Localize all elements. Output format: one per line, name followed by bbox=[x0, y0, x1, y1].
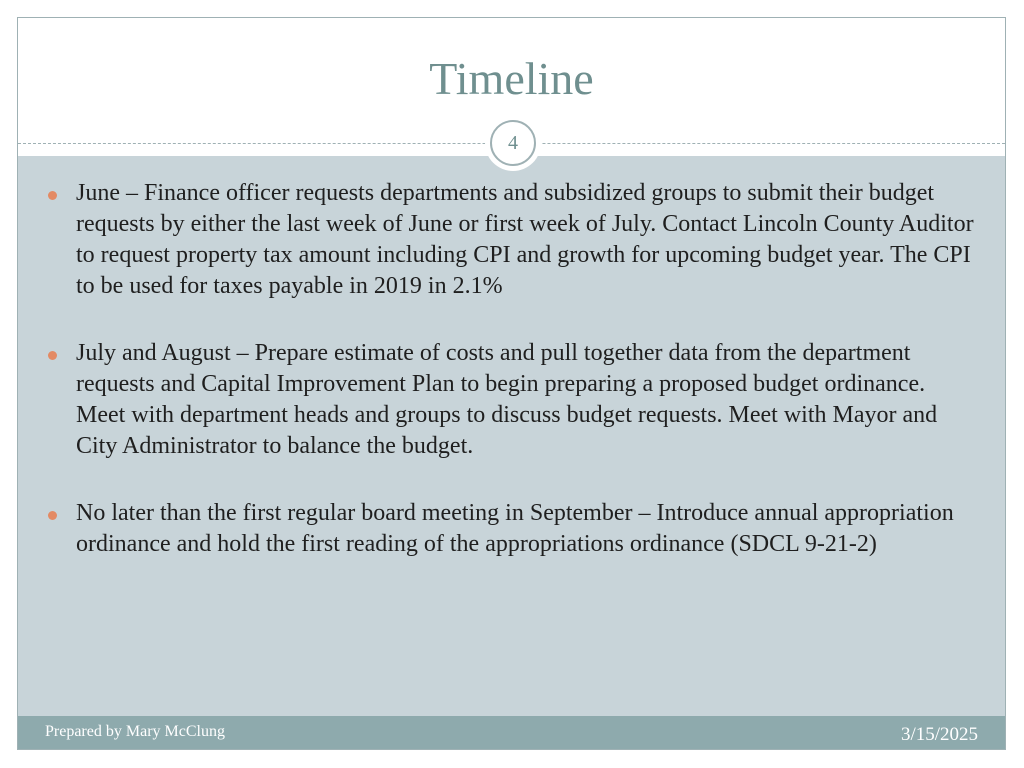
bullet-item-september bbox=[44, 498, 979, 560]
bullet-item-july-august bbox=[44, 338, 979, 462]
bullet-text: No later than the first regular board meeting in September – Introduce annual appropriation ordinance and hold the first reading of the appropriations ordinance (SDCL 9-21-2) bbox=[76, 500, 954, 557]
slide-footer bbox=[18, 716, 1005, 750]
page-number: 4 bbox=[490, 120, 536, 166]
bullet-marker-icon bbox=[48, 511, 57, 520]
bullet-list bbox=[44, 178, 979, 560]
slide-title: Timeline bbox=[429, 53, 594, 104]
bullet-text: June – Finance officer requests departments and subsidized groups to submit their budget requests by either the last week of June or first week of July. Contact Lincoln County Auditor to request property tax amount including CPI and growth for upcoming budget year. The CPI to be used for taxes payable in 2019 in 2.1% bbox=[76, 180, 974, 299]
bullet-item-june bbox=[44, 178, 979, 302]
footer-prepared-by: Prepared by Mary McClung bbox=[45, 723, 225, 740]
slide bbox=[17, 17, 1006, 750]
bullet-text: July and August – Prepare estimate of costs and pull together data from the department requests and Capital Improvement Plan to begin preparing a proposed budget ordinance. Meet with department heads and groups to discuss budget requests. Meet with Mayor and City Administrator to balance the budget. bbox=[76, 340, 938, 459]
page-number-badge bbox=[485, 115, 541, 171]
bullet-marker-icon bbox=[48, 191, 57, 200]
footer-date: 3/15/2025 bbox=[900, 724, 978, 745]
bullet-marker-icon bbox=[48, 351, 57, 360]
